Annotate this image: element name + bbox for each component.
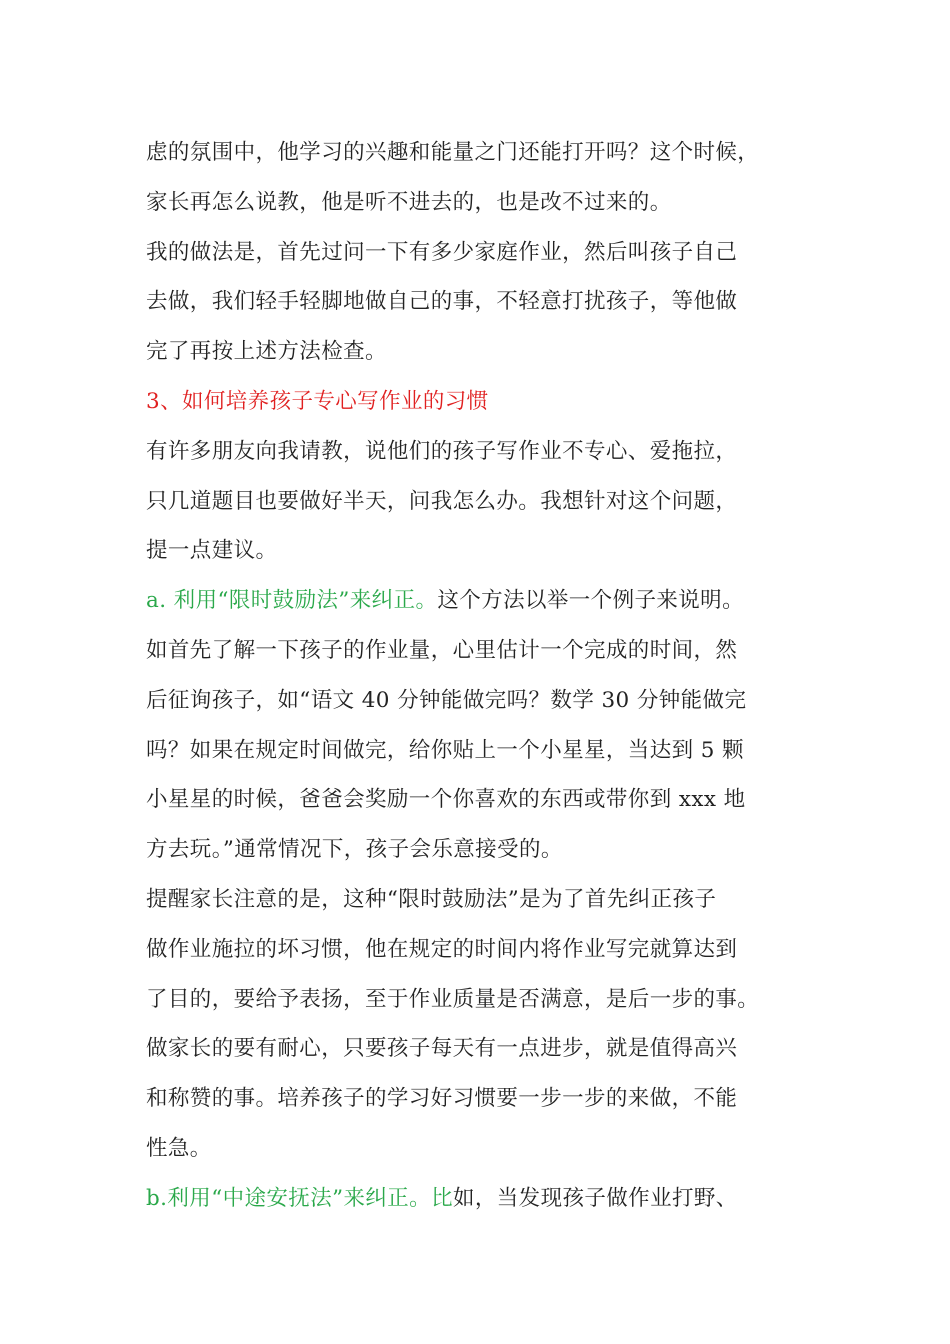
method-heading: b.利用“中途安抚法”来纠正。比 bbox=[146, 1185, 453, 1211]
body-text: 如，当发现孩子做作业打野、 bbox=[452, 1185, 738, 1211]
body-text: 吗？如果在规定时间做完，给你贴上一个小星星，当达到 5 颗 bbox=[146, 737, 744, 763]
text-line bbox=[146, 277, 836, 327]
text-line bbox=[146, 576, 836, 626]
body-text: 方去玩。”通常情况下，孩子会乐意接受的。 bbox=[146, 837, 563, 863]
text-line bbox=[146, 1074, 836, 1124]
body-text: 家长再怎么说教，他是听不进去的，也是改不过来的。 bbox=[146, 189, 672, 215]
text-line bbox=[146, 1124, 836, 1174]
body-text: 和称赞的事。培养孩子的学习好习惯要一步一步的来做，不能 bbox=[146, 1086, 738, 1112]
body-text: 只几道题目也要做好半天，问我怎么办。我想针对这个问题， bbox=[146, 488, 738, 514]
body-text: 后征询孩子，如“语文 40 分钟能做完吗？数学 30 分钟能做完 bbox=[146, 687, 747, 713]
text-line bbox=[146, 875, 836, 925]
body-text: 做作业施拉的坏习惯，他在规定的时间内将作业写完就算达到 bbox=[146, 936, 738, 962]
text-line bbox=[146, 128, 836, 178]
section-heading: 3、如何培养孩子专心写作业的习惯 bbox=[146, 388, 489, 414]
text-line bbox=[146, 178, 836, 228]
text-line bbox=[146, 1174, 836, 1224]
body-text: 提一点建议。 bbox=[146, 538, 278, 564]
body-text: 做家长的要有耐心，只要孩子每天有一点进步，就是值得高兴 bbox=[146, 1036, 738, 1062]
document-body bbox=[146, 128, 836, 1224]
body-text: 去做，我们轻手轻脚地做自己的事，不轻意打扰孩子，等他做 bbox=[146, 289, 738, 315]
text-line bbox=[146, 626, 836, 676]
text-line bbox=[146, 1024, 836, 1074]
body-text: 虑的氛围中，他学习的兴趣和能量之门还能打开吗？这个时候， bbox=[146, 140, 760, 165]
method-heading: a. 利用“限时鼓励法”来纠正。 bbox=[146, 588, 438, 614]
text-line bbox=[146, 477, 836, 527]
body-text: 了目的，要给予表扬，至于作业质量是否满意，是后一步的事。 bbox=[146, 986, 760, 1012]
body-text: 这个方法以举一个例子来说明。 bbox=[437, 588, 744, 614]
text-line bbox=[146, 377, 836, 427]
text-line bbox=[146, 526, 836, 576]
text-line bbox=[146, 825, 836, 875]
body-text: 有许多朋友向我请教，说他们的孩子写作业不专心、爱拖拉， bbox=[146, 438, 738, 464]
body-text: 性急。 bbox=[146, 1135, 212, 1161]
text-line bbox=[146, 327, 836, 377]
body-text: 完了再按上述方法检查。 bbox=[146, 339, 387, 365]
text-line bbox=[146, 676, 836, 726]
text-line bbox=[146, 775, 836, 825]
text-line bbox=[146, 228, 836, 278]
text-line bbox=[146, 726, 836, 776]
body-text: 如首先了解一下孩子的作业量，心里估计一个完成的时间，然 bbox=[146, 637, 738, 663]
text-line bbox=[146, 925, 836, 975]
body-text: 我的做法是，首先过问一下有多少家庭作业，然后叫孩子自己 bbox=[146, 239, 738, 265]
body-text: 提醒家长注意的是，这种“限时鼓励法”是为了首先纠正孩子 bbox=[146, 886, 717, 912]
text-line bbox=[146, 427, 836, 477]
body-text: 小星星的时候，爸爸会奖励一个你喜欢的东西或带你到 xxx 地 bbox=[146, 787, 746, 813]
text-line bbox=[146, 975, 836, 1025]
